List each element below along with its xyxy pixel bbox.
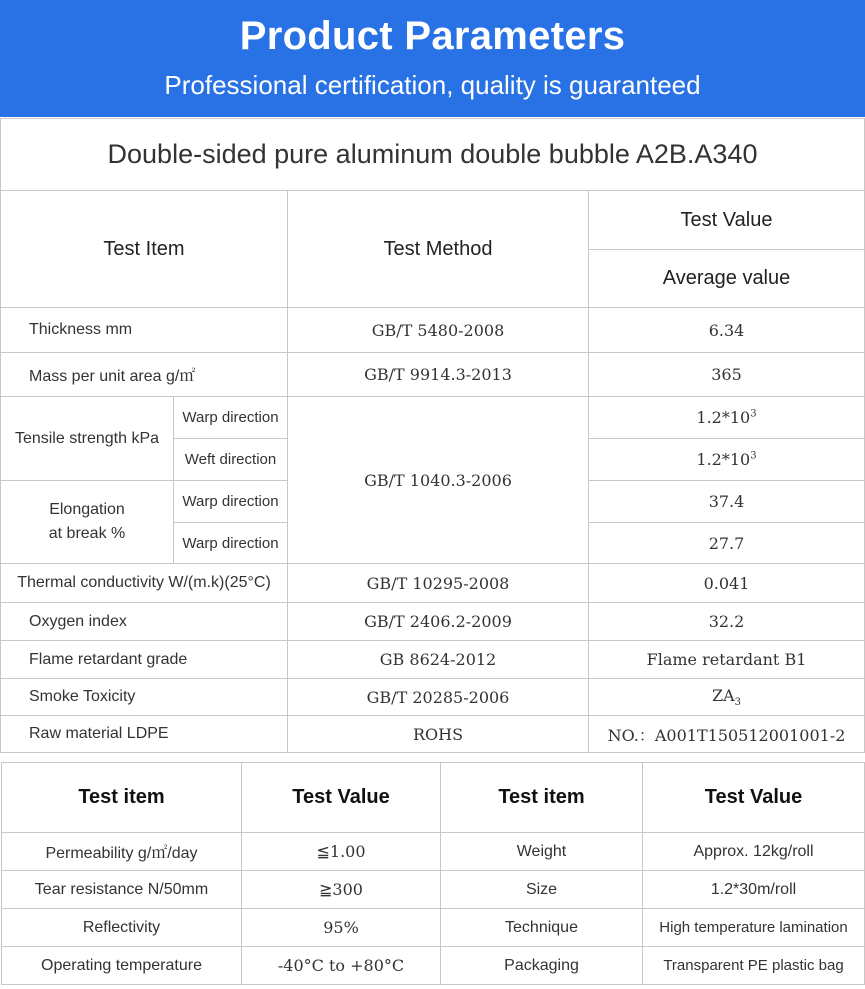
header-test-value-2: Test Value — [643, 763, 865, 833]
row-flame-value: Flame retardant B1 — [589, 641, 865, 679]
row-tensile-item: Tensile strength kPa — [1, 397, 174, 481]
properties-table — [1, 762, 865, 985]
row-smoke-method: GB/T 20285-2006 — [288, 679, 589, 716]
row-thermal-item: Thermal conductivity W/(m.k)(25°C) — [1, 564, 288, 603]
row-oxygen-value: 32.2 — [589, 603, 865, 641]
row-oxygen-item: Oxygen index — [1, 603, 288, 641]
row-thickness-item: Thickness mm — [1, 308, 288, 353]
row-item-2: Technique — [441, 909, 643, 947]
row-raw-method: ROHS — [288, 716, 589, 753]
row-item-2: Size — [441, 871, 643, 909]
row-flame-item: Flame retardant grade — [1, 641, 288, 679]
row-item-2: Weight — [441, 833, 643, 871]
row-tensile-elongation-method: GB/T 1040.3-2006 — [288, 397, 589, 564]
row-thermal-value: 0.041 — [589, 564, 865, 603]
page-title: Product Parameters — [239, 14, 626, 58]
row-elongation-label-1: Warp direction — [174, 481, 288, 523]
row-value-2: Transparent PE plastic bag — [643, 947, 865, 985]
product-name: Double-sided pure aluminum double bubble A2B.A340 — [1, 119, 865, 191]
row-value-1: ≦1.00 — [242, 833, 441, 871]
table-row — [2, 947, 865, 985]
row-thickness-value: 6.34 — [589, 308, 865, 353]
header-test-value-1: Test Value — [242, 763, 441, 833]
row-mass-method: GB/T 9914.3-2013 — [288, 353, 589, 397]
table-row — [2, 871, 865, 909]
row-item-1: Permeability g/㎡/day — [2, 833, 242, 871]
row-mass-item: Mass per unit area g/㎡ — [1, 353, 288, 397]
row-mass-value: 365 — [589, 353, 865, 397]
row-item-1: Tear resistance N/50mm — [2, 871, 242, 909]
row-tensile-warp-value: $1.2*10^3$ — [589, 397, 865, 439]
page-subtitle: Professional certification, quality is guaranteed — [164, 70, 701, 100]
row-value-1: ≧300 — [242, 871, 441, 909]
row-item-1: Reflectivity — [2, 909, 242, 947]
header-average-value: Average value — [589, 250, 865, 308]
row-item-1: Operating temperature — [2, 947, 242, 985]
header-test-value: Test Value — [589, 191, 865, 250]
row-value-2: Approx. 12kg/roll — [643, 833, 865, 871]
header-test-method: Test Method — [288, 191, 589, 308]
row-raw-value: NO.：A001T150512001001-2 — [589, 716, 865, 753]
row-thickness-method: GB/T 5480-2008 — [288, 308, 589, 353]
row-tensile-weft-value: $1.2*10^3$ — [589, 439, 865, 481]
row-elongation-item: Elongation at break % — [1, 481, 174, 564]
header-test-item-1: Test item — [2, 763, 242, 833]
row-oxygen-method: GB/T 2406.2-2009 — [288, 603, 589, 641]
parameters-table — [0, 118, 865, 753]
row-raw-item: Raw material LDPE — [1, 716, 288, 753]
row-value-1: -40°C to +80°C — [242, 947, 441, 985]
row-elongation-label-2: Warp direction — [174, 523, 288, 564]
row-smoke-value: $ZA_3$ — [589, 679, 865, 716]
row-item-2: Packaging — [441, 947, 643, 985]
row-value-2: High temperature lamination — [643, 909, 865, 947]
table-row — [2, 909, 865, 947]
row-thermal-method: GB/T 10295-2008 — [288, 564, 589, 603]
row-elongation-value-1: 37.4 — [589, 481, 865, 523]
table-row — [2, 833, 865, 871]
row-flame-method: GB 8624-2012 — [288, 641, 589, 679]
header-test-item: Test Item — [1, 191, 288, 308]
row-tensile-warp-label: Warp direction — [174, 397, 288, 439]
header-test-item-2: Test item — [441, 763, 643, 833]
row-elongation-value-2: 27.7 — [589, 523, 865, 564]
page-header — [0, 0, 865, 117]
row-tensile-weft-label: Weft direction — [174, 439, 288, 481]
row-value-2: 1.2*30m/roll — [643, 871, 865, 909]
row-smoke-item: Smoke Toxicity — [1, 679, 288, 716]
row-value-1: 95% — [242, 909, 441, 947]
